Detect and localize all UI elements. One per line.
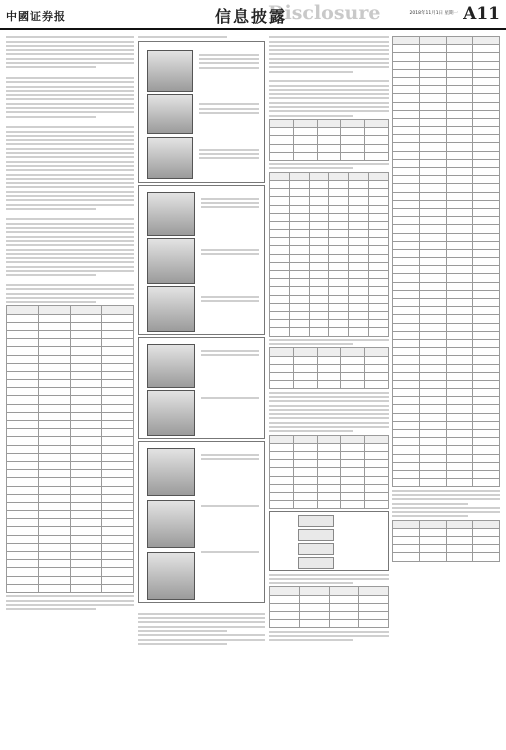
product-table-1 [138, 41, 265, 183]
product-table-3 [138, 337, 265, 439]
issue-date: 2018年11月1日 星期一 [409, 11, 458, 16]
data-table [6, 305, 134, 593]
column-4 [392, 34, 500, 564]
product-table-4 [138, 441, 265, 603]
table-b [269, 172, 389, 337]
section-title-en: Disclosure [268, 2, 381, 24]
table-long [392, 36, 500, 487]
table-c [269, 347, 389, 389]
logo-table [269, 511, 389, 571]
column-2 [138, 34, 265, 647]
newspaper-logo: 中國证券报 [6, 10, 66, 23]
table-d [269, 435, 389, 510]
column-1 [6, 34, 134, 612]
table-a [269, 119, 389, 161]
section-title: 信息披露 [215, 7, 288, 26]
product-table-2 [138, 185, 265, 335]
column-3 [269, 34, 389, 644]
masthead [0, 0, 506, 30]
page-number: A11 [463, 4, 500, 24]
table-e [269, 586, 389, 628]
table-summary [392, 520, 500, 562]
